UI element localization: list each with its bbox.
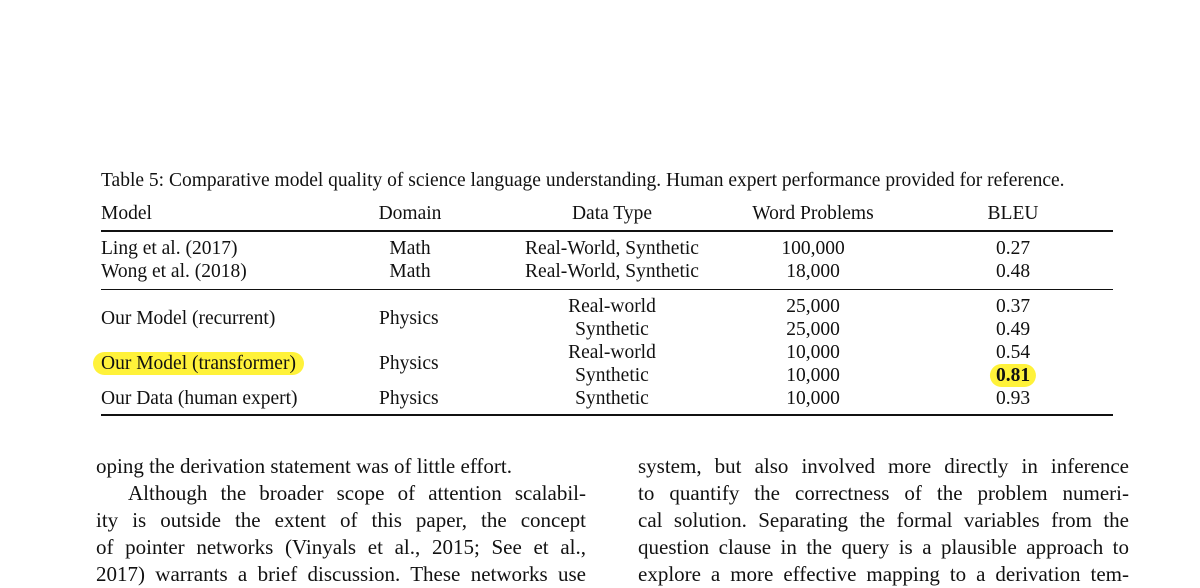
header-bleu: BLEU: [987, 203, 1039, 224]
body-line: oping the derivation statement was of little effort.: [96, 454, 513, 478]
table-top-rule: [101, 230, 1113, 232]
table-row-bleu: 0.93: [995, 388, 1031, 409]
table-row-model: Our Data (human expert): [101, 388, 298, 409]
table-row-domain: Math: [389, 261, 431, 282]
table-row-model: Ling et al. (2017): [101, 238, 238, 259]
header-data-type: Data Type: [571, 203, 653, 224]
table-row-domain: Physics: [379, 353, 439, 374]
table-row-bleu: 0.49: [995, 319, 1031, 340]
table-caption: Table 5: Comparative model quality of science language understanding. Human expert performance provided for reference.: [101, 170, 1065, 191]
body-line: question clause in the query is a plausible approach to: [638, 535, 1129, 559]
header-domain: Domain: [378, 203, 442, 224]
body-line: explore a more effective mapping to a derivation tem-: [638, 562, 1129, 586]
table-row-bleu: 0.48: [995, 261, 1031, 282]
table-row-data-type: Real-world: [568, 342, 656, 363]
table-row-data-type: Real-world: [568, 296, 656, 317]
table-row-word-problems: 10,000: [786, 342, 840, 363]
table-row-bleu: 0.27: [995, 238, 1031, 259]
table-row-domain: Physics: [379, 388, 439, 409]
body-line: ity is outside the extent of this paper, the concept: [96, 508, 586, 532]
highlighted-bleu-score: 0.81: [990, 364, 1036, 387]
table-row-bleu: 0.54: [995, 342, 1031, 363]
table-row-bleu-best: [990, 364, 1036, 387]
body-line: of pointer networks (Vinyals et al., 2015; See et al.,: [96, 535, 586, 559]
table-row-word-problems: 18,000: [786, 261, 840, 282]
left-body-column: [96, 453, 586, 588]
table-row-domain: Math: [389, 238, 431, 259]
table-row-data-type: Real-World, Synthetic: [525, 261, 699, 282]
body-line: cal solution. Separating the formal variables from the: [638, 508, 1129, 532]
table-row-model: Our Model (recurrent): [101, 308, 276, 329]
header-word-problems: Word Problems: [752, 203, 874, 224]
table-row-data-type: Synthetic: [575, 365, 649, 386]
table-row-domain: Physics: [379, 308, 439, 329]
table-row-data-type: Synthetic: [575, 388, 649, 409]
body-line: to quantify the correctness of the problem numeri-: [638, 481, 1129, 505]
header-model: Model: [101, 203, 152, 224]
table-row-word-problems: 25,000: [786, 296, 840, 317]
table-row-word-problems: 10,000: [786, 388, 840, 409]
highlighted-model-name: Our Model (transformer): [93, 352, 304, 375]
table-row-word-problems: 10,000: [786, 365, 840, 386]
table-row-model: Wong et al. (2018): [101, 261, 247, 282]
right-body-column: [638, 453, 1129, 588]
body-line: system, but also involved more directly in inference: [638, 454, 1129, 478]
table-row-bleu: 0.37: [995, 296, 1031, 317]
table-row-model-highlighted: [101, 352, 304, 375]
body-line: 2017) warrants a brief discussion. These networks use: [96, 562, 586, 586]
table-row-word-problems: 25,000: [786, 319, 840, 340]
table-row-data-type: Real-World, Synthetic: [525, 238, 699, 259]
table-row-data-type: Synthetic: [575, 319, 649, 340]
table-mid-rule: [101, 289, 1113, 290]
body-line: Although the broader scope of attention scalabil-: [128, 481, 586, 505]
table-bottom-rule: [101, 414, 1113, 416]
table-row-word-problems: 100,000: [781, 238, 845, 259]
